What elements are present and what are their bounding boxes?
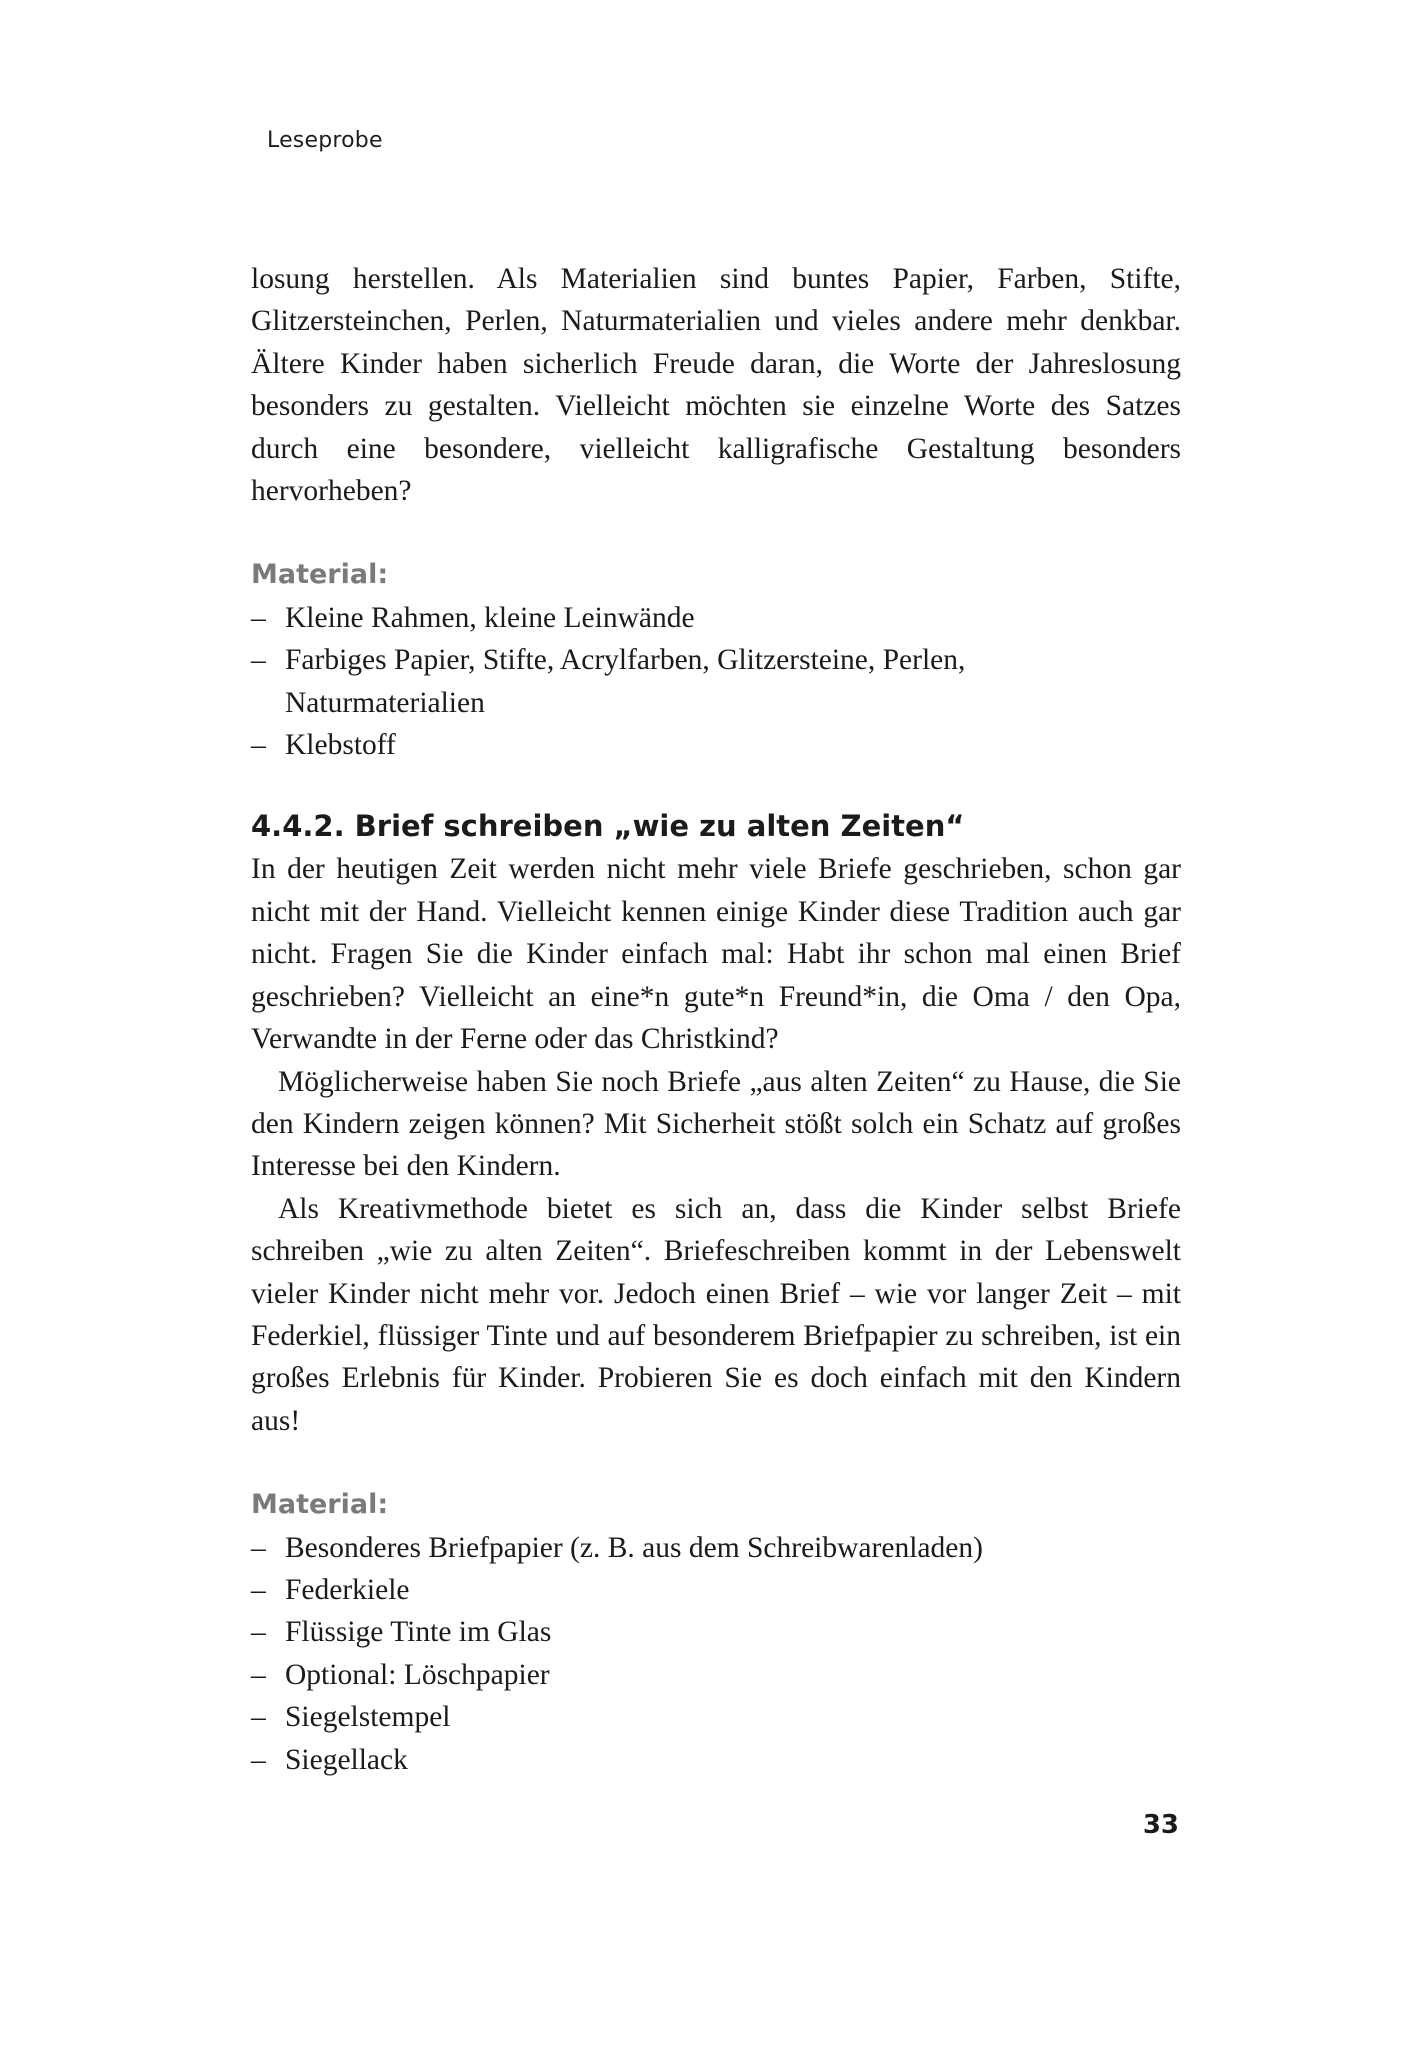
list-item bbox=[251, 639, 1181, 724]
section-paragraph: Als Kreativmethode bietet es sich an, dass die Kinder selbst Briefe schreiben „wie zu alten Zeiten“. Briefeschreiben kommt in der Lebenswelt vieler Kinder nicht mehr vor. Jedoch einen Brief – wie vor langer Zeit – mit Federkiel, flüssiger Tinte und auf besonderem Briefpapier zu schreiben, ist ein großes Erlebnis für Kinder. Probieren Sie es doch einfach mit den Kindern aus! bbox=[251, 1192, 1181, 1437]
list-dash: – bbox=[251, 1531, 266, 1564]
spacer bbox=[251, 1442, 1181, 1484]
list-item-text: Siegelstempel bbox=[285, 1701, 451, 1734]
material-heading-1: Material: bbox=[251, 559, 389, 591]
material-list-2 bbox=[251, 1527, 1181, 1781]
page-number: 33 bbox=[1142, 1810, 1179, 1840]
list-dash: – bbox=[251, 729, 266, 762]
list-item-text: Federkiele bbox=[285, 1573, 410, 1606]
list-dash: – bbox=[251, 601, 266, 634]
section-paragraph: Möglicherweise haben Sie noch Briefe „aus alten Zeiten“ zu Hause, die Sie den Kindern zeigen können? Mit Sicherheit stößt solch ein Schatz auf großes Interesse bei den Kindern. bbox=[251, 1065, 1181, 1183]
spacer bbox=[251, 512, 1181, 554]
list-item-text: Flüssige Tinte im Glas bbox=[285, 1616, 552, 1649]
running-header: Leseprobe bbox=[267, 128, 383, 153]
list-dash: – bbox=[251, 1616, 266, 1649]
list-item bbox=[251, 724, 1181, 766]
list-item bbox=[251, 1569, 1181, 1611]
intro-paragraph: losung herstellen. Als Materialien sind buntes Papier, Farben, Stifte, Glitzersteinchen, Perlen, Naturmaterialien und vieles andere mehr denkbar. Ältere Kinder haben sicherlich Freude daran, die Worte der Jahreslosung besonders zu gestalten. Vielleicht möchten sie einzelne Worte des Satzes durch eine besondere, vielleicht kalligrafische Gestaltung besonders hervorheben? bbox=[251, 263, 1181, 508]
list-item-text: Besonderes Briefpapier (z. B. aus dem Schreibwarenladen) bbox=[285, 1531, 983, 1564]
material-heading-2: Material: bbox=[251, 1489, 389, 1521]
list-item-text: Klebstoff bbox=[285, 729, 396, 762]
list-item bbox=[251, 597, 1181, 639]
page-body bbox=[251, 258, 1181, 1781]
list-item bbox=[251, 1739, 1181, 1781]
list-item bbox=[251, 1696, 1181, 1738]
list-item bbox=[251, 1654, 1181, 1696]
spacer bbox=[251, 766, 1181, 804]
section-title: 4.4.2. Brief schreiben „wie zu alten Zeiten“ bbox=[251, 809, 965, 844]
list-dash: – bbox=[251, 644, 266, 677]
material-list-1 bbox=[251, 597, 1181, 767]
list-item-text: Siegellack bbox=[285, 1743, 408, 1776]
section-paragraph: In der heutigen Zeit werden nicht mehr viele Briefe geschrieben, schon gar nicht mit der Hand. Vielleicht kennen einige Kinder diese Tradition auch gar nicht. Fragen Sie die Kinder einfach mal: Habt ihr schon mal einen Brief geschrieben? Vielleicht an eine*n gute*n Freund*in, die Oma / den Opa, Verwandte in der Ferne oder das Christkind? bbox=[251, 853, 1181, 1056]
list-dash: – bbox=[251, 1701, 266, 1734]
list-dash: – bbox=[251, 1743, 266, 1776]
list-item-text: Farbiges Papier, Stifte, Acrylfarben, Glitzersteine, Perlen, Naturmaterialien bbox=[285, 644, 966, 719]
list-item-text: Optional: Löschpapier bbox=[285, 1658, 550, 1691]
list-item bbox=[251, 1611, 1181, 1653]
list-item-text: Kleine Rahmen, kleine Leinwände bbox=[285, 601, 695, 634]
list-item bbox=[251, 1527, 1181, 1569]
list-dash: – bbox=[251, 1658, 266, 1691]
list-dash: – bbox=[251, 1573, 266, 1606]
